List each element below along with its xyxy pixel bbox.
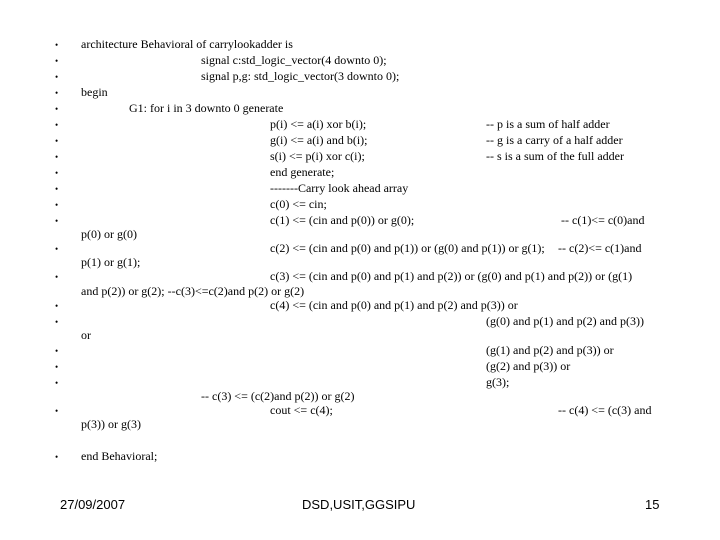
code-line-end-behavioral: end Behavioral; xyxy=(81,449,158,463)
bullet: • xyxy=(55,168,59,178)
code-line-c3: c(3) <= (cin and p(0) and p(1) and p(2)) or (g(0) and p(1) and p(2)) or (g(1) xyxy=(270,269,633,283)
bullet: • xyxy=(55,40,59,50)
code-line-begin: begin xyxy=(81,85,108,99)
code-line-c4-e: g(3); xyxy=(486,375,510,389)
bullet: • xyxy=(55,136,59,146)
code-line-or: or xyxy=(81,328,91,342)
bullet: • xyxy=(55,56,59,66)
code-line-cout: cout <= c(4); xyxy=(270,403,333,417)
bullet: • xyxy=(55,362,59,372)
code-line-architecture: architecture Behavioral of carrylookadder is xyxy=(81,37,293,51)
code-line-signal-pg: signal p,g: std_logic_vector(3 downto 0); xyxy=(201,69,400,83)
code-line-c4-b: (g(0) and p(1) and p(2) and p(3)) xyxy=(486,314,644,328)
code-line-c4-d: (g(2) and p(3)) or xyxy=(486,359,571,373)
code-line-c2: c(2) <= (cin and p(0) and p(1)) or (g(0) and p(1)) or g(1); xyxy=(270,241,545,255)
code-line-s-assign: s(i) <= p(i) xor c(i); xyxy=(270,149,365,163)
code-comment-c2: -- c(2)<= c(1)and xyxy=(558,241,642,255)
code-line-c4-comment-cont: p(3)) or g(3) xyxy=(81,417,141,431)
code-comment-carry: -------Carry look ahead array xyxy=(270,181,409,195)
bullet: • xyxy=(55,88,59,98)
code-line-g-assign: g(i) <= a(i) and b(i); xyxy=(270,133,368,147)
bullet: • xyxy=(55,406,59,416)
code-comment-g: -- g is a carry of a half adder xyxy=(486,133,623,147)
code-line-end-generate: end generate; xyxy=(270,165,335,179)
bullet: • xyxy=(55,152,59,162)
bullet: • xyxy=(55,317,59,327)
code-line-c0: c(0) <= cin; xyxy=(270,197,327,211)
code-line-signal-c: signal c:std_logic_vector(4 downto 0); xyxy=(201,53,387,67)
bullet: • xyxy=(55,120,59,130)
bullet: • xyxy=(55,272,59,282)
bullet: • xyxy=(55,184,59,194)
code-comment-p: -- p is a sum of half adder xyxy=(486,117,610,131)
bullet: • xyxy=(55,301,59,311)
code-line-c1-cont: p(0) or g(0) xyxy=(81,227,137,241)
code-line-generate: G1: for i in 3 downto 0 generate xyxy=(129,101,284,115)
code-comment-s: -- s is a sum of the full adder xyxy=(486,149,624,163)
code-comment-c3: -- c(3) <= (c(2)and p(2)) or g(2) xyxy=(201,389,355,403)
bullet: • xyxy=(55,346,59,356)
code-line-c4: c(4) <= (cin and p(0) and p(1) and p(2) and p(3)) or xyxy=(270,298,518,312)
bullet: • xyxy=(55,72,59,82)
code-line-c4-c: (g(1) and p(2) and p(3)) or xyxy=(486,343,614,357)
footer-date: 27/09/2007 xyxy=(60,497,126,512)
bullet: • xyxy=(55,452,59,462)
bullet: • xyxy=(55,378,59,388)
code-line-c1: c(1) <= (cin and p(0)) or g(0); xyxy=(270,213,415,227)
code-comment-c1: -- c(1)<= c(0)and xyxy=(561,213,645,227)
code-comment-c4: -- c(4) <= (c(3) and xyxy=(558,403,652,417)
bullet: • xyxy=(55,244,59,254)
footer-center: DSD,USIT,GGSIPU xyxy=(302,497,416,512)
bullet: • xyxy=(55,200,59,210)
code-line-c2-cont: p(1) or g(1); xyxy=(81,255,141,269)
bullet: • xyxy=(55,216,59,226)
code-line-c3-cont: and p(2)) or g(2); --c(3)<=c(2)and p(2) or g(2) xyxy=(81,284,305,298)
code-line-p-assign: p(i) <= a(i) xor b(i); xyxy=(270,117,367,131)
page-number: 15 xyxy=(645,497,660,512)
bullet: • xyxy=(55,104,59,114)
